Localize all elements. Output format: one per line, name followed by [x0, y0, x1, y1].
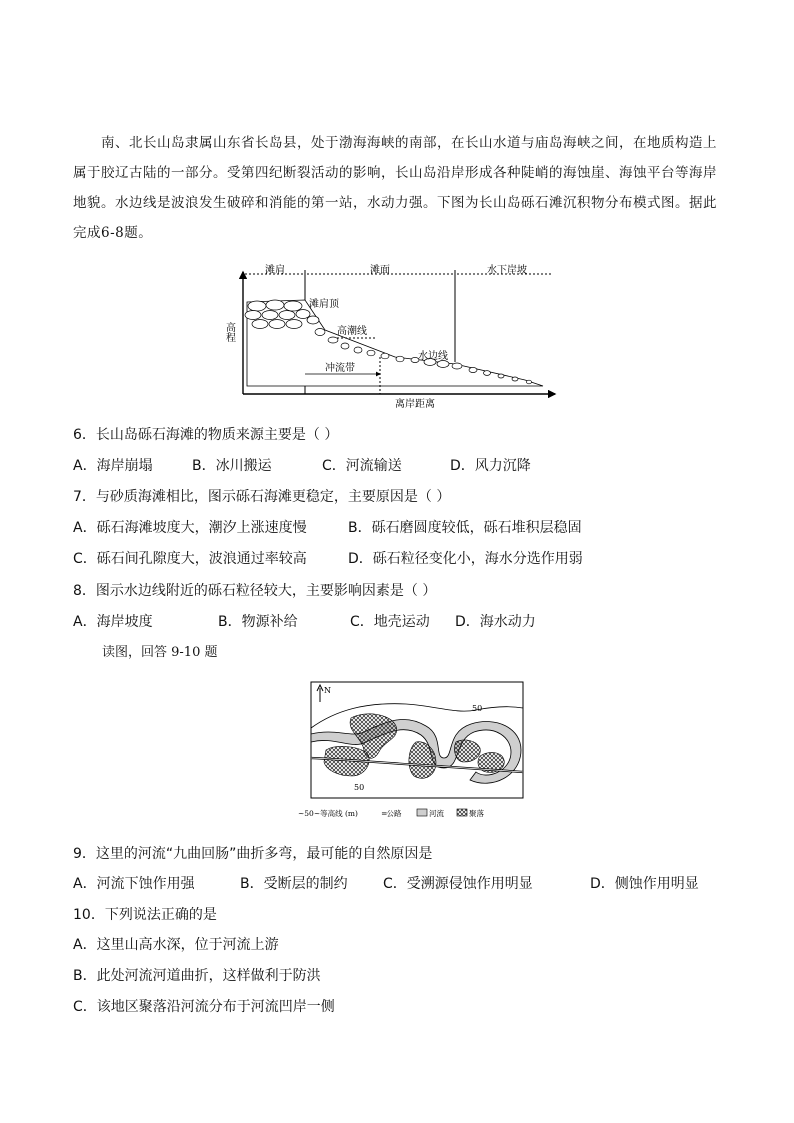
zone-underwater-label: 水下岸坡: [487, 265, 527, 276]
legend-river: 河流: [429, 809, 444, 818]
x-axis-label: 离岸距离: [395, 399, 435, 410]
high-tide-label: 高潮线: [337, 326, 367, 337]
legend-contour: ~50~等高线 (m): [298, 809, 358, 818]
north-label: N: [324, 686, 331, 695]
read-prompt: 读图，回答 9-10 题: [102, 645, 218, 660]
question-9: 9．这里的河流“九曲回肠”曲折多弯，最可能的自然原因是: [73, 846, 433, 862]
question-6: 6．长山岛砾石海滩的物质来源主要是（ ）: [73, 427, 339, 443]
question-10: 10．下列说法正确的是: [73, 907, 217, 923]
contour-label-bottom: 50: [354, 783, 365, 792]
q10-option-a: A．这里山高水深，位于河流上游: [73, 937, 279, 953]
q8-option-a: A．海岸坡度: [73, 614, 153, 630]
q7-option-d: D．砾石粒径变化小，海水分选作用弱: [348, 551, 583, 567]
contour-label-top: 50: [472, 704, 483, 713]
meander-map-figure: [296, 680, 532, 820]
q10-option-b: B．此处河流河道曲折，这样做利于防洪: [73, 968, 321, 984]
question-8: 8．图示水边线附近的砾石粒径较大，主要影响因素是（ ）: [73, 583, 437, 599]
intro-paragraph: 南、北长山岛隶属山东省长岛县，处于渤海海峡的南部，在长山水道与庙岛海峡之间，在地质构造上属于胶辽古陆的一部分。受第四纪断裂活动的影响，长山岛沿岸形成各种陡峭的海蚀崖、海蚀平台等海岸地貌。水边线是波浪发生破碎和消能的第一站，水动力强。下图为长山岛砾石滩沉积物分布模式图。据此完成6-8题。: [73, 135, 717, 241]
zone-shoulder-label: 滩肩: [265, 265, 285, 276]
q7-option-b: B．砾石磨圆度较低，砾石堆积层稳固: [348, 520, 582, 536]
q10-option-c: C．该地区聚落沿河流分布于河流凹岸一侧: [73, 999, 335, 1015]
q7-option-a: A．砾石海滩坡度大，潮汐上涨速度慢: [73, 520, 307, 536]
q8-option-d: D．海水动力: [455, 614, 536, 630]
q8-option-c: C．地壳运动: [350, 614, 430, 630]
q9-option-a: A．河流下蚀作用强: [73, 876, 195, 892]
beach-profile-figure: [225, 262, 565, 410]
swash-zone-label: 冲流带: [325, 363, 355, 374]
q7-option-c: C．砾石间孔隙度大，波浪通过率较高: [73, 551, 307, 567]
q6-option-c: C．河流输送: [322, 458, 402, 474]
q6-option-a: A．海岸崩塌: [73, 458, 153, 474]
question-7: 7．与砂质海滩相比，图示砾石海滩更稳定，主要原因是（ ）: [73, 489, 451, 505]
waterline-label: 水边线: [418, 351, 448, 362]
y-axis-label: 高程: [223, 322, 235, 342]
q9-option-b: B．受断层的制约: [240, 876, 348, 892]
q9-option-d: D．侧蚀作用明显: [590, 876, 699, 892]
q6-option-d: D．风力沉降: [450, 458, 531, 474]
q6-option-b: B．冰川搬运: [192, 458, 272, 474]
zone-face-label: 滩面: [370, 265, 390, 276]
legend-river-swatch: [417, 809, 427, 816]
q9-option-c: C．受溯源侵蚀作用明显: [383, 876, 533, 892]
legend-settlement-swatch: [457, 809, 467, 816]
legend-road: ═公路: [382, 809, 402, 818]
q8-option-b: B．物源补给: [218, 614, 298, 630]
legend-settlement: 聚落: [469, 809, 484, 818]
beach-crest-label: 滩肩顶: [309, 299, 339, 310]
